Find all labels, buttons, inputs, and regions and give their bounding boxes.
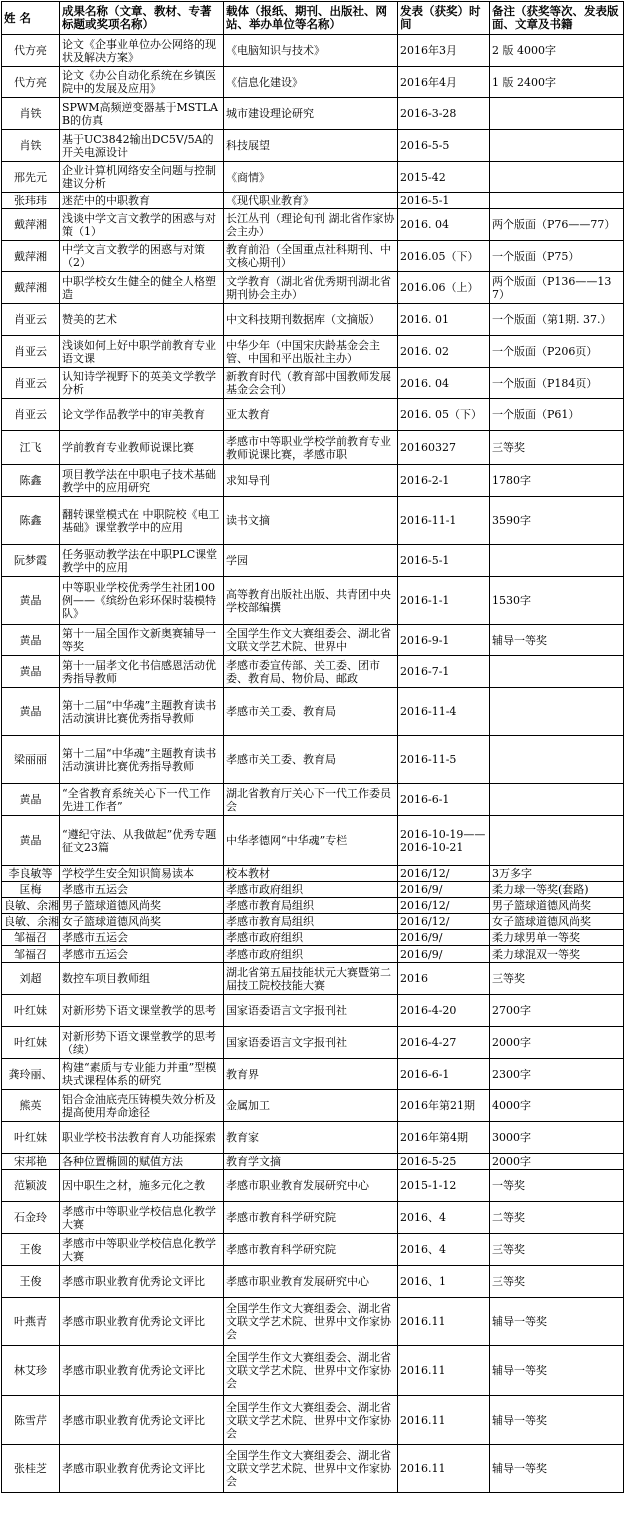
cell-date: 2016-9-1 — [398, 625, 490, 656]
cell-name: 叶红妹 — [2, 995, 60, 1027]
cell-name: 王俊 — [2, 1266, 60, 1298]
table-row — [2, 736, 624, 784]
cell-note — [490, 130, 624, 162]
cell-note — [490, 545, 624, 577]
table-row — [2, 914, 624, 930]
cell-title: 孝感市五运会 — [60, 946, 224, 963]
cell-note: 柔力球男单一等奖 — [490, 930, 624, 946]
cell-note — [490, 688, 624, 736]
cell-date: 2016-4-20 — [398, 995, 490, 1027]
table-row — [2, 656, 624, 688]
cell-venue: 国家语委语言文字报刊社 — [224, 995, 398, 1027]
cell-title: 第十一届全国作文新奥赛辅导一等奖 — [60, 625, 224, 656]
table-row — [2, 35, 624, 67]
cell-venue: 《信息化建设》 — [224, 67, 398, 98]
cell-note: 三等奖 — [490, 1234, 624, 1266]
header-note: 备注（获奖等次、发表版面、文章及书籍 — [490, 2, 624, 35]
cell-date: 2016-1-1 — [398, 577, 490, 625]
cell-note: 二等奖 — [490, 1202, 624, 1234]
cell-name: 张桂芝 — [2, 1445, 60, 1493]
cell-venue: 孝感市教育局组织 — [224, 914, 398, 930]
cell-title: 孝感市职业教育优秀论文评比 — [60, 1298, 224, 1346]
cell-venue: 全国学生作文大赛组委会、湖北省文联文学艺术院、世界中 — [224, 625, 398, 656]
cell-name: 范颖波 — [2, 1170, 60, 1202]
cell-date: 2016.06（上） — [398, 272, 490, 304]
cell-venue: 教育家 — [224, 1122, 398, 1154]
cell-date: 2016.11 — [398, 1445, 490, 1493]
cell-note — [490, 656, 624, 688]
cell-date: 2016-11-5 — [398, 736, 490, 784]
cell-venue: 中华孝德网“中华魂”专栏 — [224, 816, 398, 866]
cell-date: 2016、1 — [398, 1266, 490, 1298]
cell-name: 戴萍湘 — [2, 241, 60, 272]
cell-date: 2016-7-1 — [398, 656, 490, 688]
cell-title: “遵纪守法、从我做起”优秀专题征文23篇 — [60, 816, 224, 866]
cell-title: 职业学校书法教育育人功能探索 — [60, 1122, 224, 1154]
cell-date: 2016-11-4 — [398, 688, 490, 736]
table-row — [2, 497, 624, 545]
table-row — [2, 130, 624, 162]
cell-title: 孝感市中等职业学校信息化教学大赛 — [60, 1202, 224, 1234]
table-row — [2, 930, 624, 946]
cell-name: 肖亚云 — [2, 368, 60, 399]
cell-name: 黄晶 — [2, 577, 60, 625]
cell-venue: 全国学生作文大赛组委会、湖北省文联文学艺术院、世界中文作家协会 — [224, 1445, 398, 1493]
cell-name: 肖铁 — [2, 98, 60, 130]
cell-date: 2016. 02 — [398, 336, 490, 368]
cell-note: 3万多字 — [490, 866, 624, 882]
table-row — [2, 577, 624, 625]
cell-date: 2016年4月 — [398, 67, 490, 98]
cell-date: 2016/9/ — [398, 882, 490, 898]
table-row — [2, 1122, 624, 1154]
cell-note — [490, 816, 624, 866]
cell-title: 各种位置椭圆的赋值方法 — [60, 1154, 224, 1170]
cell-date: 2016/12/ — [398, 914, 490, 930]
cell-name: 林艾珍 — [2, 1346, 60, 1396]
header-title: 成果名称（文章、教材、专著标题或奖项名称） — [60, 2, 224, 35]
table-row — [2, 1298, 624, 1346]
cell-name: 阮梦霞 — [2, 545, 60, 577]
cell-name: 肖铁 — [2, 130, 60, 162]
cell-venue: 《商情》 — [224, 162, 398, 193]
cell-title: 铝合金油底壳压铸模失效分析及提高使用寿命途径 — [60, 1090, 224, 1122]
cell-date: 2016-5-1 — [398, 193, 490, 209]
cell-title: 构建“素质与专业能力并重”型模块式课程体系的研究 — [60, 1059, 224, 1090]
cell-note: 1 版 2400字 — [490, 67, 624, 98]
cell-date: 2016-5-25 — [398, 1154, 490, 1170]
cell-date: 2015-42 — [398, 162, 490, 193]
cell-venue: 孝感市教育科学研究院 — [224, 1202, 398, 1234]
cell-date: 2016/9/ — [398, 930, 490, 946]
cell-title: 数控车项目教师组 — [60, 963, 224, 995]
table-row — [2, 272, 624, 304]
cell-name: 邹福召 — [2, 930, 60, 946]
cell-title: 孝感市职业教育优秀论文评比 — [60, 1445, 224, 1493]
cell-note: 一个版面（P75） — [490, 241, 624, 272]
cell-venue: 全国学生作文大赛组委会、湖北省文联文学艺术院、世界中文作家协会 — [224, 1298, 398, 1346]
cell-note: 3000字 — [490, 1122, 624, 1154]
cell-name: 匡梅 — [2, 882, 60, 898]
cell-note: 2300字 — [490, 1059, 624, 1090]
cell-venue: 新教育时代（教育部中国教师发展基金会会刊） — [224, 368, 398, 399]
cell-venue: 湖北省第五届技能状元大赛暨第二届技工院校技能大赛 — [224, 963, 398, 995]
header-venue: 载体（报纸、期刊、出版社、网站、举办单位等名称） — [224, 2, 398, 35]
cell-title: 第十二届“中华魂”主题教育读书活动演讲比赛优秀指导教师 — [60, 736, 224, 784]
cell-title: 孝感市五运会 — [60, 882, 224, 898]
table-row — [2, 688, 624, 736]
cell-date: 2015-1-12 — [398, 1170, 490, 1202]
cell-date: 2016-11-1 — [398, 497, 490, 545]
cell-date: 2016-2-1 — [398, 465, 490, 497]
cell-name: 叶红妹 — [2, 1122, 60, 1154]
table-row — [2, 1396, 624, 1445]
cell-title: 孝感市中等职业学校信息化教学大赛 — [60, 1234, 224, 1266]
cell-date: 20160327 — [398, 431, 490, 465]
cell-name: 陈鑫 — [2, 465, 60, 497]
cell-venue: 孝感市政府组织 — [224, 930, 398, 946]
cell-title: 因中职生之材，施多元化之教 — [60, 1170, 224, 1202]
cell-venue: 教育界 — [224, 1059, 398, 1090]
table-row — [2, 1266, 624, 1298]
cell-title: 中等职业学校优秀学生社团100例——《缤纷色彩环保时装模特队》 — [60, 577, 224, 625]
cell-title: 对新形势下语文课堂教学的思考（续） — [60, 1027, 224, 1059]
cell-name: 肖亚云 — [2, 304, 60, 336]
cell-title: SPWM高频逆变器基于MSTLAB的仿真 — [60, 98, 224, 130]
cell-date: 2016-5-1 — [398, 545, 490, 577]
cell-name: 龚玲丽、 — [2, 1059, 60, 1090]
cell-title: 孝感市五运会 — [60, 930, 224, 946]
cell-date: 2016、4 — [398, 1234, 490, 1266]
table-row — [2, 368, 624, 399]
cell-date: 2016-10-19——2016-10-21 — [398, 816, 490, 866]
cell-name: 黄晶 — [2, 625, 60, 656]
table-row — [2, 1154, 624, 1170]
cell-note: 辅导一等奖 — [490, 1346, 624, 1396]
cell-note: 辅导一等奖 — [490, 1396, 624, 1445]
cell-note — [490, 162, 624, 193]
cell-name: 刘超 — [2, 963, 60, 995]
cell-venue: 中文科技期刊数据库（文摘版） — [224, 304, 398, 336]
table-row — [2, 193, 624, 209]
header-date: 发表（获奖）时间 — [398, 2, 490, 35]
cell-name: 肖亚云 — [2, 399, 60, 431]
table-row — [2, 1346, 624, 1396]
cell-venue: 孝感市政府组织 — [224, 882, 398, 898]
cell-title: 论文《企事业单位办公网络的现状及解决方案》 — [60, 35, 224, 67]
table-row — [2, 162, 624, 193]
table-row — [2, 545, 624, 577]
cell-venue: 孝感市教育科学研究院 — [224, 1234, 398, 1266]
cell-venue: 孝感市关工委、教育局 — [224, 736, 398, 784]
table-row — [2, 625, 624, 656]
table-row — [2, 1234, 624, 1266]
cell-note: 女子篮球道德风尚奖 — [490, 914, 624, 930]
cell-venue: 孝感市职业教育发展研究中心 — [224, 1170, 398, 1202]
table-body — [2, 35, 624, 1493]
cell-note: 柔力球混双一等奖 — [490, 946, 624, 963]
achievement-table — [1, 1, 624, 1493]
cell-title: 孝感市职业教育优秀论文评比 — [60, 1266, 224, 1298]
table-row — [2, 431, 624, 465]
cell-venue: 亚太教育 — [224, 399, 398, 431]
cell-note: 3590字 — [490, 497, 624, 545]
cell-venue: 孝感市关工委、教育局 — [224, 688, 398, 736]
cell-name: 石金玲 — [2, 1202, 60, 1234]
table-row — [2, 465, 624, 497]
cell-name: 李良敏等 — [2, 866, 60, 882]
cell-title: 浅谈如何上好中职学前教育专业语文课 — [60, 336, 224, 368]
cell-title: 论文《办公自动化系统在乡镇医院中的发展及应用》 — [60, 67, 224, 98]
cell-date: 2016.11 — [398, 1298, 490, 1346]
cell-venue: 教育学文摘 — [224, 1154, 398, 1170]
cell-venue: 求知导刊 — [224, 465, 398, 497]
cell-note: 2700字 — [490, 995, 624, 1027]
cell-name: 熊英 — [2, 1090, 60, 1122]
cell-title: 第十二届“中华魂”主题教育读书活动演讲比赛优秀指导教师 — [60, 688, 224, 736]
table-row — [2, 995, 624, 1027]
table-row — [2, 1059, 624, 1090]
cell-venue: 孝感市教育局组织 — [224, 898, 398, 914]
cell-name: 良敏、余湘 — [2, 914, 60, 930]
cell-note: 辅导一等奖 — [490, 1298, 624, 1346]
cell-venue: 文学教育（湖北省优秀期刊湖北省期刊协会主办） — [224, 272, 398, 304]
cell-date: 2016. 01 — [398, 304, 490, 336]
table-row — [2, 304, 624, 336]
cell-note: 一等奖 — [490, 1170, 624, 1202]
cell-note: 三等奖 — [490, 963, 624, 995]
cell-name: 陈雪芹 — [2, 1396, 60, 1445]
cell-venue: 孝感市职业教育发展研究中心 — [224, 1266, 398, 1298]
cell-title: 学前教育专业教师说课比赛 — [60, 431, 224, 465]
cell-note — [490, 193, 624, 209]
cell-note: 两个版面（P136——137） — [490, 272, 624, 304]
cell-name: 黄晶 — [2, 688, 60, 736]
cell-name: 叶红妹 — [2, 1027, 60, 1059]
cell-venue: 高等教育出版社出版、共青团中央学校部编撰 — [224, 577, 398, 625]
cell-date: 2016.11 — [398, 1346, 490, 1396]
table-row — [2, 1170, 624, 1202]
cell-note: 1780字 — [490, 465, 624, 497]
cell-note: 2000字 — [490, 1154, 624, 1170]
cell-venue: 教育前沿（全国重点社科期刊、中文核心期刊） — [224, 241, 398, 272]
cell-title: 企业计算机网络安全问题与控制建议分析 — [60, 162, 224, 193]
cell-title: 第十一届孝文化书信感恩活动优秀指导教师 — [60, 656, 224, 688]
cell-venue: 全国学生作文大赛组委会、湖北省文联文学艺术院、世界中文作家协会 — [224, 1346, 398, 1396]
cell-name: 陈鑫 — [2, 497, 60, 545]
table-row — [2, 1090, 624, 1122]
cell-title: 浅谈中学文言文教学的困惑与对策（1） — [60, 209, 224, 241]
table-row — [2, 898, 624, 914]
cell-venue: 湖北省教育厅关心下一代工作委员会 — [224, 784, 398, 816]
cell-venue: 中华少年（中国宋庆龄基金会主管、中国和平出版社主办） — [224, 336, 398, 368]
cell-date: 2016-6-1 — [398, 784, 490, 816]
cell-date: 2016-5-5 — [398, 130, 490, 162]
cell-date: 2016.11 — [398, 1396, 490, 1445]
cell-title: 任务驱动教学法在中职PLC课堂教学中的应用 — [60, 545, 224, 577]
cell-note: 三等奖 — [490, 1266, 624, 1298]
cell-title: 孝感市职业教育优秀论文评比 — [60, 1396, 224, 1445]
cell-name: 良敏、余湘 — [2, 898, 60, 914]
cell-name: 邹福召 — [2, 946, 60, 963]
cell-date: 2016/9/ — [398, 946, 490, 963]
table-row — [2, 784, 624, 816]
cell-title: 中职学校女生健全的健全人格塑造 — [60, 272, 224, 304]
cell-name: 张玮玮 — [2, 193, 60, 209]
cell-venue: 《电脑知识与技术》 — [224, 35, 398, 67]
cell-title: 对新形势下语文课堂教学的思考 — [60, 995, 224, 1027]
cell-name: 王俊 — [2, 1234, 60, 1266]
cell-venue: 孝感市政府组织 — [224, 946, 398, 963]
table-row — [2, 1202, 624, 1234]
cell-venue: 国家语委语言文字报刊社 — [224, 1027, 398, 1059]
cell-title: 学校学生安全知识简易读本 — [60, 866, 224, 882]
cell-venue: 金属加工 — [224, 1090, 398, 1122]
table-row — [2, 816, 624, 866]
cell-date: 2016.05（下） — [398, 241, 490, 272]
header-name: 姓 名 — [2, 2, 60, 35]
cell-date: 2016. 05（下） — [398, 399, 490, 431]
table-row — [2, 98, 624, 130]
cell-title: 女子篮球道德风尚奖 — [60, 914, 224, 930]
table-row — [2, 963, 624, 995]
cell-title: 基于UC3842输出DC5V/5A的开关电源设计 — [60, 130, 224, 162]
cell-date: 2016/12/ — [398, 898, 490, 914]
table-row — [2, 67, 624, 98]
table-row — [2, 1027, 624, 1059]
cell-name: 黄晶 — [2, 784, 60, 816]
cell-title: 孝感市职业教育优秀论文评比 — [60, 1346, 224, 1396]
cell-note: 一个版面（P184页） — [490, 368, 624, 399]
cell-date: 2016年第4期 — [398, 1122, 490, 1154]
cell-venue: 孝感市中等职业学校学前教育专业教师说课比赛，孝感市职 — [224, 431, 398, 465]
cell-name: 黄晶 — [2, 816, 60, 866]
table-row — [2, 866, 624, 882]
cell-note: 三等奖 — [490, 431, 624, 465]
cell-date: 2016-4-27 — [398, 1027, 490, 1059]
cell-title: 翻转课堂模式在 中职院校《电工基础》课堂教学中的应用 — [60, 497, 224, 545]
cell-note — [490, 784, 624, 816]
cell-note: 2 版 4000字 — [490, 35, 624, 67]
header-row — [2, 2, 624, 35]
cell-title: “全省教育系统关心下一代工作先进工作者” — [60, 784, 224, 816]
cell-note: 4000字 — [490, 1090, 624, 1122]
cell-name: 江飞 — [2, 431, 60, 465]
cell-venue: 科技展望 — [224, 130, 398, 162]
cell-venue: 读书文摘 — [224, 497, 398, 545]
cell-date: 2016. 04 — [398, 209, 490, 241]
table-row — [2, 882, 624, 898]
table-row — [2, 399, 624, 431]
cell-date: 2016-6-1 — [398, 1059, 490, 1090]
cell-note: 柔力球一等奖(套路) — [490, 882, 624, 898]
cell-name: 宋邦艳 — [2, 1154, 60, 1170]
table-row — [2, 1445, 624, 1493]
table-row — [2, 946, 624, 963]
cell-title: 赞美的艺术 — [60, 304, 224, 336]
cell-title: 项目教学法在中职电子技术基础教学中的应用研究 — [60, 465, 224, 497]
cell-venue: 全国学生作文大赛组委会、湖北省文联文学艺术院、世界中文作家协会 — [224, 1396, 398, 1445]
cell-note: 两个版面（P76——77） — [490, 209, 624, 241]
cell-name: 戴萍湘 — [2, 209, 60, 241]
cell-title: 中学文言文教学的困惑与对策（2） — [60, 241, 224, 272]
cell-date: 2016、4 — [398, 1202, 490, 1234]
cell-note — [490, 98, 624, 130]
table-row — [2, 209, 624, 241]
cell-note: 1530字 — [490, 577, 624, 625]
cell-name: 叶燕青 — [2, 1298, 60, 1346]
cell-venue: 校本教材 — [224, 866, 398, 882]
cell-title: 男子篮球道德风尚奖 — [60, 898, 224, 914]
cell-date: 2016/12/ — [398, 866, 490, 882]
cell-name: 戴萍湘 — [2, 272, 60, 304]
cell-note: 男子篮球道德风尚奖 — [490, 898, 624, 914]
cell-note: 一个版面（P61） — [490, 399, 624, 431]
cell-name: 肖亚云 — [2, 336, 60, 368]
cell-name: 邢先元 — [2, 162, 60, 193]
cell-date: 2016-3-28 — [398, 98, 490, 130]
cell-date: 2016. 04 — [398, 368, 490, 399]
table-row — [2, 336, 624, 368]
cell-title: 论文学作品教学中的审美教育 — [60, 399, 224, 431]
cell-date: 2016年3月 — [398, 35, 490, 67]
cell-date: 2016年第21期 — [398, 1090, 490, 1122]
cell-note: 一个版面（P206页） — [490, 336, 624, 368]
cell-note: 辅导一等奖 — [490, 625, 624, 656]
cell-venue: 长江丛刊（理论旬刊 湖北省作家协会主办） — [224, 209, 398, 241]
cell-note: 辅导一等奖 — [490, 1445, 624, 1493]
cell-note: 一个版面（第1期. 37.） — [490, 304, 624, 336]
cell-name: 梁丽丽 — [2, 736, 60, 784]
cell-title: 迷茫中的中职教育 — [60, 193, 224, 209]
cell-name: 黄晶 — [2, 656, 60, 688]
cell-note — [490, 736, 624, 784]
cell-venue: 城市建设理论研究 — [224, 98, 398, 130]
cell-name: 代方亮 — [2, 35, 60, 67]
cell-title: 认知诗学视野下的英美文学教学分析 — [60, 368, 224, 399]
cell-venue: 孝感市委宣传部、关工委、团市委、教育局、物价局、邮政 — [224, 656, 398, 688]
cell-date: 2016 — [398, 963, 490, 995]
cell-name: 代方亮 — [2, 67, 60, 98]
cell-venue: 《现代职业教育》 — [224, 193, 398, 209]
table-row — [2, 241, 624, 272]
cell-note: 2000字 — [490, 1027, 624, 1059]
cell-venue: 学园 — [224, 545, 398, 577]
